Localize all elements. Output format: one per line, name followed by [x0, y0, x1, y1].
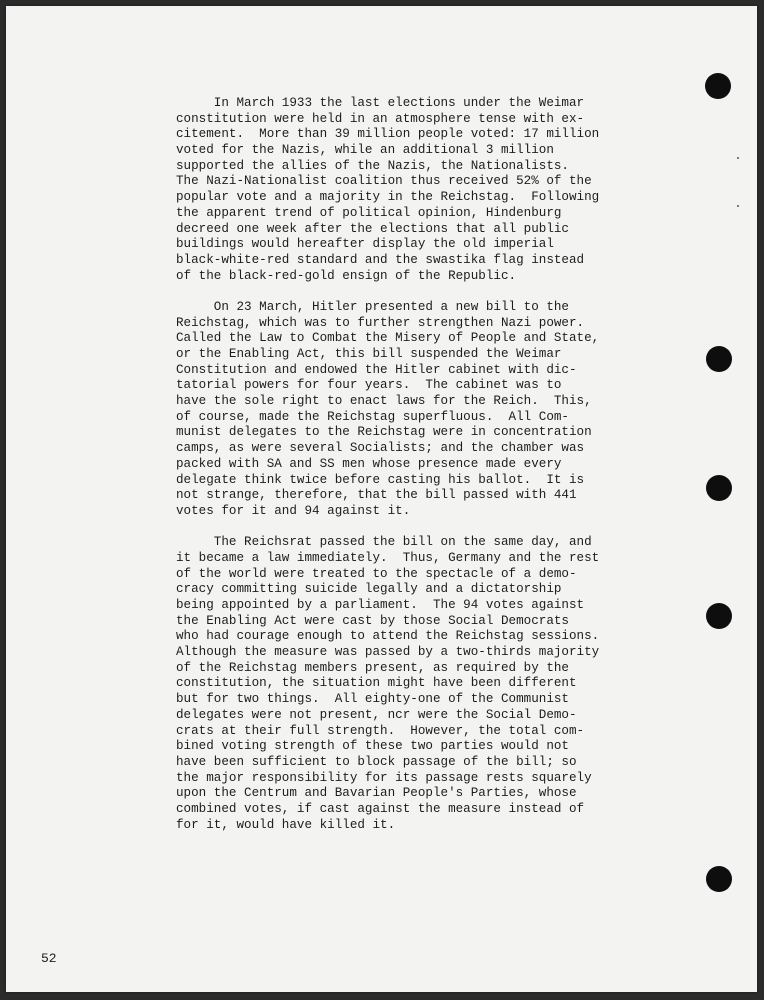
text-line: decreed one week after the elections that all public — [176, 221, 569, 236]
text-line: Called the Law to Combat the Misery of People and State, — [176, 331, 600, 346]
text-line: being appointed by a parliament. The 94 votes against — [176, 598, 585, 612]
text-line: the apparent trend of political opinion, Hindenburg — [176, 205, 562, 220]
text-line: munist delegates to the Reichstag were in concentration — [176, 425, 592, 440]
text-line: votes for it and 94 against it. — [176, 503, 411, 518]
text-line: or the Enabling Act, this bill suspended the Weimar — [176, 347, 562, 361]
text-line: voted for the Nazis, while an additional 3 million — [176, 143, 554, 158]
text-line: of course, made the Reichstag superfluous. All Com- — [176, 409, 569, 424]
paragraph-1 — [176, 96, 621, 284]
text-line: delegate think twice before casting his ballot. It is — [176, 472, 585, 487]
punch-hole — [706, 475, 732, 501]
text-line: the Enabling Act were cast by those Social Democrats — [176, 613, 569, 628]
document-page — [6, 6, 757, 992]
punch-hole — [706, 866, 732, 892]
text-line: Constitution and endowed the Hitler cabinet with dic- — [176, 362, 577, 377]
text-line: for it, would have killed it. — [176, 817, 396, 832]
text-line: constitution, the situation might have been different — [176, 676, 577, 691]
text-line: constitution were held in an atmosphere tense with ex- — [176, 111, 585, 126]
text-line: Although the measure was passed by a two-thirds majority — [176, 645, 600, 660]
text-line: of the world were treated to the spectacle of a demo- — [176, 566, 577, 581]
punch-hole — [706, 346, 732, 372]
text-line: it became a law immediately. Thus, Germany and the rest — [176, 550, 600, 565]
body-text — [176, 96, 621, 849]
text-line: cracy committing suicide legally and a dictatorship — [176, 582, 562, 597]
paper-speck — [737, 157, 739, 159]
text-line: not strange, therefore, that the bill passed with 441 — [176, 488, 577, 503]
text-line: black-white-red standard and the swastika flag instead — [176, 252, 585, 267]
text-line: have been sufficient to block passage of the bill; so — [176, 754, 577, 769]
text-line: tatorial powers for four years. The cabinet was to — [176, 378, 562, 393]
paper-speck — [737, 205, 739, 207]
text-line: the major responsibility for its passage rests squarely — [176, 770, 592, 785]
text-line: The Reichsrat passed the bill on the same day, and — [176, 535, 592, 550]
punch-hole — [706, 603, 732, 629]
text-line: Reichstag, which was to further strengthen Nazi power. — [176, 315, 585, 330]
text-line: of the black-red-gold ensign of the Republic. — [176, 268, 517, 283]
text-line: bined voting strength of these two parties would not — [176, 739, 569, 754]
text-line: combined votes, if cast against the measure instead of — [176, 801, 585, 816]
text-line: packed with SA and SS men whose presence made every — [176, 456, 562, 471]
punch-hole — [705, 73, 731, 99]
paragraph-3 — [176, 535, 621, 833]
text-line: but for two things. All eighty-one of the Communist — [176, 692, 569, 707]
text-line: crats at their full strength. However, the total com- — [176, 723, 585, 738]
text-line: On 23 March, Hitler presented a new bill to the — [176, 299, 569, 314]
text-line: buildings would hereafter display the old imperial — [176, 237, 554, 252]
text-line: who had courage enough to attend the Reichstag sessions. — [176, 629, 600, 644]
text-line: supported the allies of the Nazis, the Nationalists. — [176, 158, 569, 173]
text-line: have the sole right to enact laws for the Reich. This, — [176, 394, 592, 409]
text-line: camps, as were several Socialists; and the chamber was — [176, 441, 585, 456]
text-line: upon the Centrum and Bavarian People's Parties, whose — [176, 786, 577, 801]
paragraph-2 — [176, 300, 621, 520]
page-number: 52 — [41, 951, 57, 966]
text-line: The Nazi-Nationalist coalition thus received 52% of the — [176, 174, 592, 189]
text-line: citement. More than 39 million people voted: 17 million — [176, 127, 600, 142]
text-line: of the Reichstag members present, as required by the — [176, 660, 569, 675]
text-line: In March 1933 the last elections under the Weimar — [176, 96, 585, 110]
text-line: delegates were not present, ncr were the Social Demo- — [176, 707, 577, 722]
text-line: popular vote and a majority in the Reichstag. Following — [176, 190, 600, 205]
